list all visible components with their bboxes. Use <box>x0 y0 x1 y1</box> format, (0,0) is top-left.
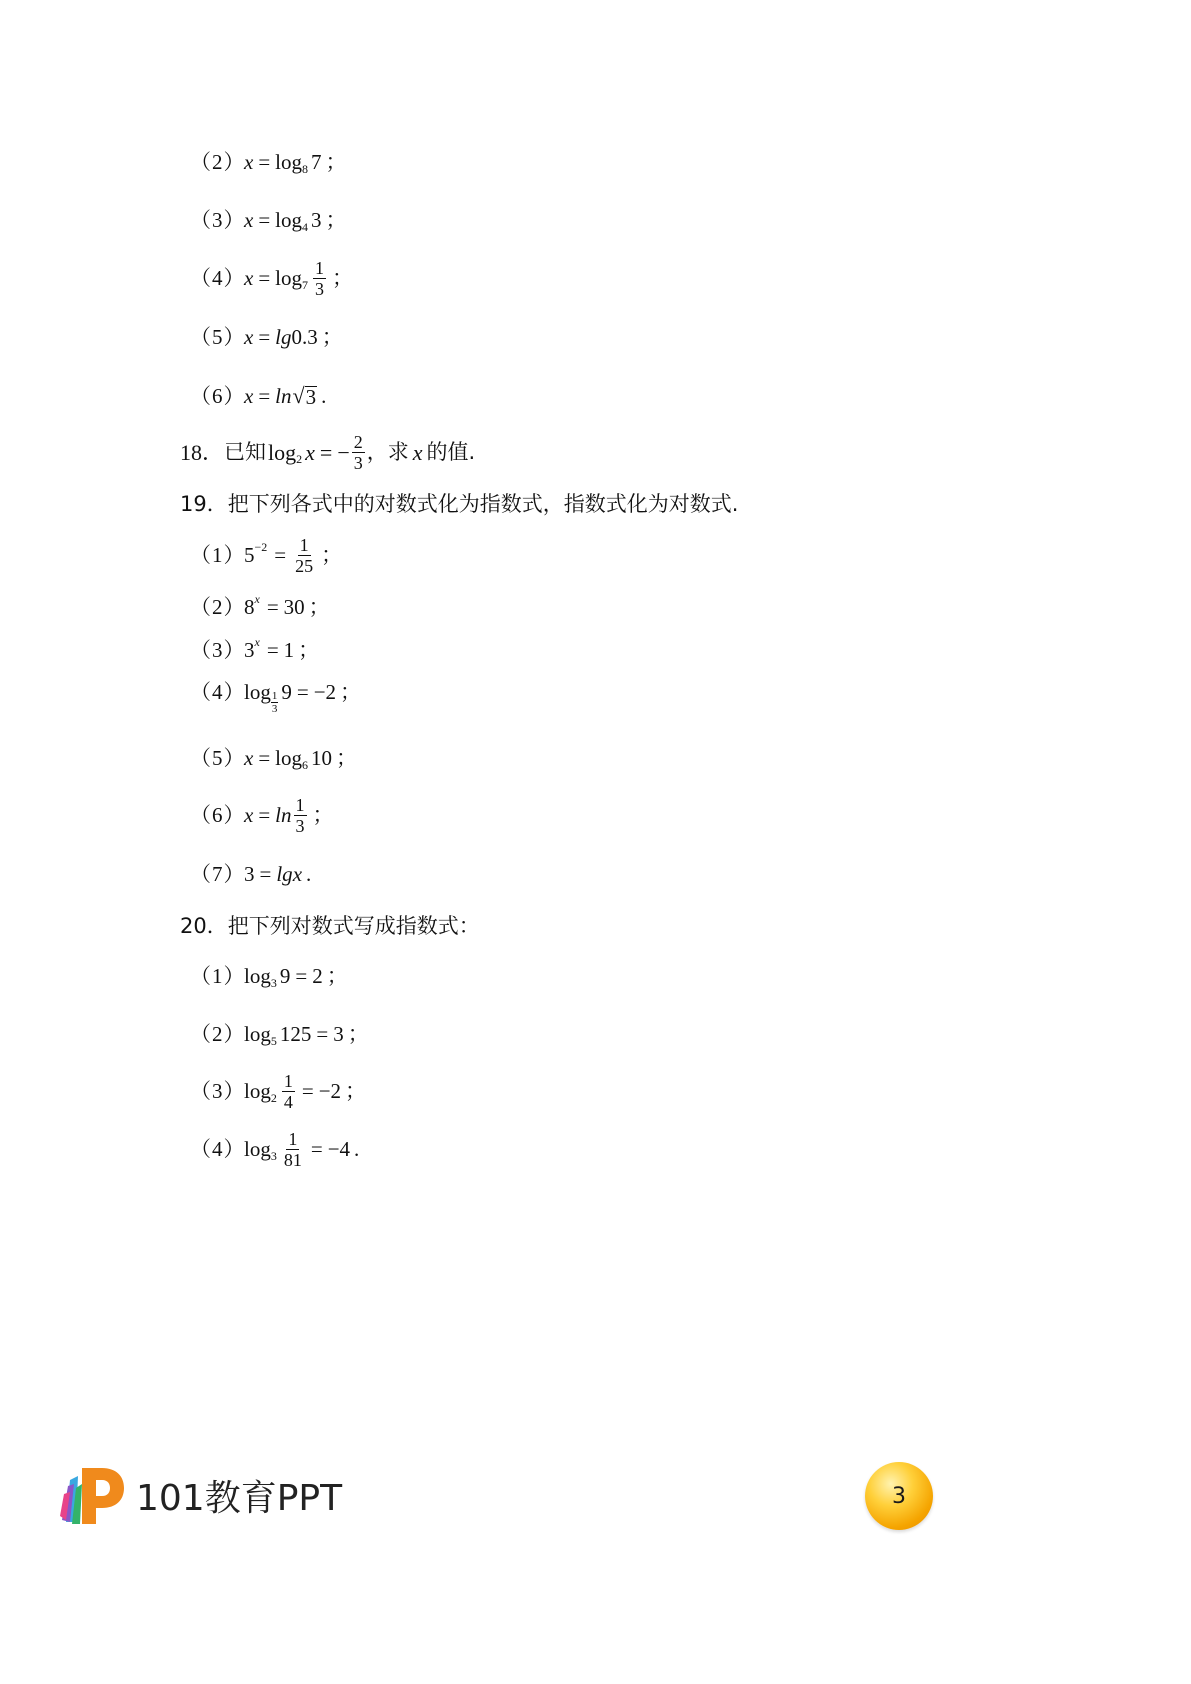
brand-logo <box>58 1462 342 1528</box>
fraction: $\frac{1}{3}$ <box>295 795 305 836</box>
q17-item-4: （4） x = log 7 $\frac{1}{3}$ ； <box>190 258 354 299</box>
q19-item-4: （4） log 1 3 9 = −2 ； <box>190 680 362 715</box>
q20-item-3: （3） log 2 $\frac{1}{4}$ = −2 ； <box>190 1071 367 1112</box>
fraction: $\frac{1}{3}$ <box>315 258 325 299</box>
q20-item-2: （2） log 5 125 = 3 ； <box>190 1022 369 1048</box>
q19-item-2: （2） 8 x = 30 ； <box>190 591 330 619</box>
question-19-title: 19．把下列各式中的对数式化为指数式，指数式化为对数式. <box>180 492 739 516</box>
q17-item-2: （2） x = log 8 7 ； <box>190 150 347 176</box>
q19-item-6: （6） x = ln $\frac{1}{3}$ ； <box>190 795 334 836</box>
fraction: $\frac{2}{3}$ <box>353 432 363 473</box>
logo-p-icon <box>58 1462 126 1528</box>
page-number-badge <box>865 1462 933 1530</box>
square-root: √ 3 <box>292 383 317 409</box>
logo-text: 101教育PPT <box>136 1477 343 1519</box>
fraction: $\frac{1}{25}$ <box>295 535 314 576</box>
question-20-title: 20．把下列对数式写成指数式： <box>180 914 480 938</box>
q20-item-4: （4） log 3 $\frac{1}{81}$ = −4 . <box>190 1129 360 1170</box>
q19-item-3: （3） 3 x = 1 ； <box>190 634 320 662</box>
question-18: 18． 已知 log 2 x = − $\frac{2}{3}$ ，求 x 的值. <box>180 432 476 473</box>
q17-item-6: （6） x = ln √ 3 . <box>190 383 327 409</box>
q19-item-7: （7） 3 = lg x . <box>190 862 312 886</box>
q20-item-1: （1） log 3 9 = 2 ； <box>190 964 348 990</box>
page-number: 3 <box>892 1483 906 1509</box>
fraction: $\frac{1}{81}$ <box>283 1129 302 1170</box>
q19-item-5: （5） x = log 6 10 ； <box>190 746 358 772</box>
q17-item-5: （5） x = lg 0.3 ； <box>190 325 343 349</box>
fraction: $\frac{1}{4}$ <box>283 1071 293 1112</box>
q19-item-1: （1） 5 −2 = $\frac{1}{25}$ ； <box>190 535 343 576</box>
base-fraction: 1 3 <box>271 690 278 715</box>
q17-item-3: （3） x = log 4 3 ； <box>190 208 347 234</box>
